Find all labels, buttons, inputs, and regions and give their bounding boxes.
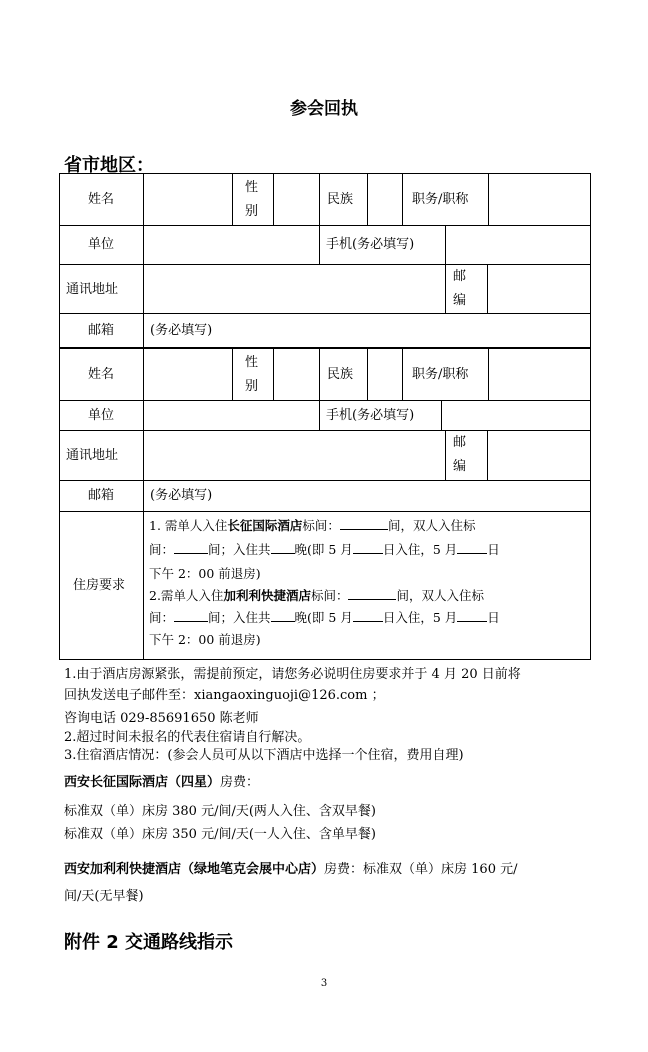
page-number: 3 (320, 978, 328, 989)
blank-field[interactable] (353, 609, 383, 622)
blank-field[interactable] (353, 541, 383, 554)
hotel-1-price: 标准双（单）床房 380 元/间/天(两人入住、含双早餐) (64, 804, 376, 819)
zip-field[interactable] (487, 264, 591, 314)
blank-field[interactable] (271, 609, 295, 622)
region-label: 省市地区： (64, 155, 154, 176)
hotel-2-name: 西安加利利快捷酒店（绿地笔克会展中心店） (64, 862, 325, 877)
email-field[interactable] (143, 480, 591, 512)
gender-label: 别 (245, 379, 259, 394)
unit-field[interactable] (143, 400, 320, 431)
lodging-line (149, 564, 500, 584)
email-label: 邮箱 (88, 488, 115, 503)
ethnicity-label-cell (319, 348, 368, 401)
gender-label: 性 (245, 180, 259, 195)
email-label-cell (59, 480, 144, 512)
page-title: 参会回执 (290, 99, 358, 119)
position-label: 职务/职称 (412, 192, 469, 207)
lodging-line (149, 516, 500, 536)
lodging-text-part: 下午 2：00 前退房) (149, 632, 261, 647)
hotel-1-suffix: 房费： (220, 775, 260, 790)
blank-field[interactable] (457, 541, 487, 554)
hotel-2-suffix: 房费：标准双（单）床房 160 元/ (324, 862, 518, 877)
email-label: 邮箱 (88, 323, 115, 338)
zip-label: 邮 (453, 269, 467, 284)
ethnicity-label-cell (319, 173, 368, 226)
name-label: 姓名 (88, 192, 115, 207)
unit-label-cell (59, 225, 144, 265)
blank-field[interactable] (174, 541, 208, 554)
hotel-name: 加利利快捷酒店 (223, 588, 311, 603)
address-label-cell (59, 264, 144, 314)
mobile-label-cell (319, 225, 446, 265)
ethnicity-label: 民族 (327, 192, 354, 207)
email-hint: (务必填写) (150, 323, 213, 338)
lodging-text-part: 晚(即 5 月 (294, 542, 353, 557)
hotel-1-price: 标准双（单）床房 350 元/间/天(一人入住、含单早餐) (64, 827, 376, 842)
lodging-text-part: 间： (149, 610, 175, 625)
address-field[interactable] (143, 430, 446, 481)
position-label-cell (402, 348, 489, 401)
position-label: 职务/职称 (412, 367, 469, 382)
lodging-text-part: 2.需单人入住 (149, 588, 224, 603)
address-label: 通讯地址 (66, 282, 119, 297)
hotel-1-line (64, 772, 594, 793)
mobile-field[interactable] (445, 225, 591, 265)
ethnicity-field[interactable] (367, 173, 403, 226)
lodging-text-part: 日 (487, 542, 500, 557)
zip-field[interactable] (487, 430, 591, 481)
position-field[interactable] (488, 348, 591, 401)
hotel-1-name: 西安长征国际酒店（四星） (64, 775, 221, 790)
lodging-line (149, 586, 500, 606)
position-label-cell (402, 173, 489, 226)
lodging-label: 住房要求 (73, 578, 126, 593)
email-hint: (务必填写) (150, 488, 213, 503)
gender-label-cell (232, 173, 274, 226)
unit-label: 单位 (88, 408, 115, 423)
lodging-text (149, 516, 500, 650)
name-label: 姓名 (88, 367, 115, 382)
lodging-text-part: 日入住，5 月 (382, 542, 458, 557)
lodging-line (149, 630, 500, 650)
note-line: 2.超过时间未报名的代表住宿请自行解决。 (64, 730, 311, 745)
blank-field[interactable] (340, 517, 388, 530)
blank-field[interactable] (174, 609, 208, 622)
name-label-cell (59, 173, 144, 226)
lodging-text-part: 标间： (302, 518, 340, 533)
lodging-label-cell (59, 511, 144, 660)
mobile-field[interactable] (441, 400, 591, 431)
lodging-text-part: 间： (149, 542, 175, 557)
lodging-text-part: 日入住，5 月 (382, 610, 458, 625)
mobile-label: 手机(务必填写) (326, 237, 415, 252)
lodging-text-part: 1. 需单人入住 (149, 518, 228, 533)
lodging-text-part: 日 (487, 610, 500, 625)
lodging-text-part: 间，双人入住标 (396, 588, 484, 603)
mobile-label-cell (319, 400, 442, 431)
ethnicity-label: 民族 (327, 367, 354, 382)
note-line: 回执发送电子邮件至：xiangaoxinguoji@126.com ； (64, 688, 385, 703)
zip-label-cell (445, 264, 488, 314)
hotel-2-cont: 间/天(无早餐) (64, 889, 144, 904)
address-field[interactable] (143, 264, 446, 314)
mobile-label: 手机(务必填写) (326, 408, 415, 423)
position-field[interactable] (488, 173, 591, 226)
lodging-text-part: 晚(即 5 月 (294, 610, 353, 625)
name-field[interactable] (143, 348, 233, 401)
lodging-line (149, 540, 500, 560)
lodging-text-part: 下午 2：00 前退房) (149, 566, 261, 581)
note-line: 咨询电话 029-85691650 陈老师 (64, 711, 259, 726)
email-label-cell (59, 313, 144, 348)
address-label-cell (59, 430, 144, 481)
hotel-2-line (64, 859, 594, 880)
gender-label: 性 (245, 355, 259, 370)
unit-field[interactable] (143, 225, 320, 265)
unit-label-cell (59, 400, 144, 431)
blank-field[interactable] (271, 541, 295, 554)
gender-field[interactable] (273, 173, 320, 226)
zip-label-cell (445, 430, 488, 481)
address-label: 通讯地址 (66, 448, 119, 463)
lodging-text-part: 间；入住共 (208, 610, 271, 625)
zip-label: 编 (453, 293, 467, 308)
gender-label-cell (232, 348, 274, 401)
name-label-cell (59, 348, 144, 401)
hotel-name: 长征国际酒店 (227, 518, 303, 533)
lodging-text-part: 间，双人入住标 (387, 518, 476, 533)
gender-field[interactable] (273, 348, 320, 401)
email-field[interactable] (143, 313, 591, 348)
zip-label: 编 (453, 459, 467, 474)
attachment-heading: 附件 2 交通路线指示 (64, 932, 234, 953)
blank-field[interactable] (348, 587, 396, 600)
lodging-text-part: 间；入住共 (208, 542, 271, 557)
notes (64, 664, 594, 907)
name-field[interactable] (143, 173, 233, 226)
blank-field[interactable] (457, 609, 487, 622)
unit-label: 单位 (88, 237, 115, 252)
zip-label: 邮 (453, 435, 467, 450)
note-line: 3.住宿酒店情况：(参会人员可从以下酒店中选择一个住宿，费用自理) (64, 748, 464, 763)
lodging-line (149, 608, 500, 628)
note-line: 1.由于酒店房源紧张，需提前预定，请您务必说明住房要求并于 4 月 20 日前将 (64, 667, 521, 682)
lodging-text-part: 标间： (310, 588, 349, 603)
ethnicity-field[interactable] (367, 348, 403, 401)
gender-label: 别 (245, 204, 259, 219)
